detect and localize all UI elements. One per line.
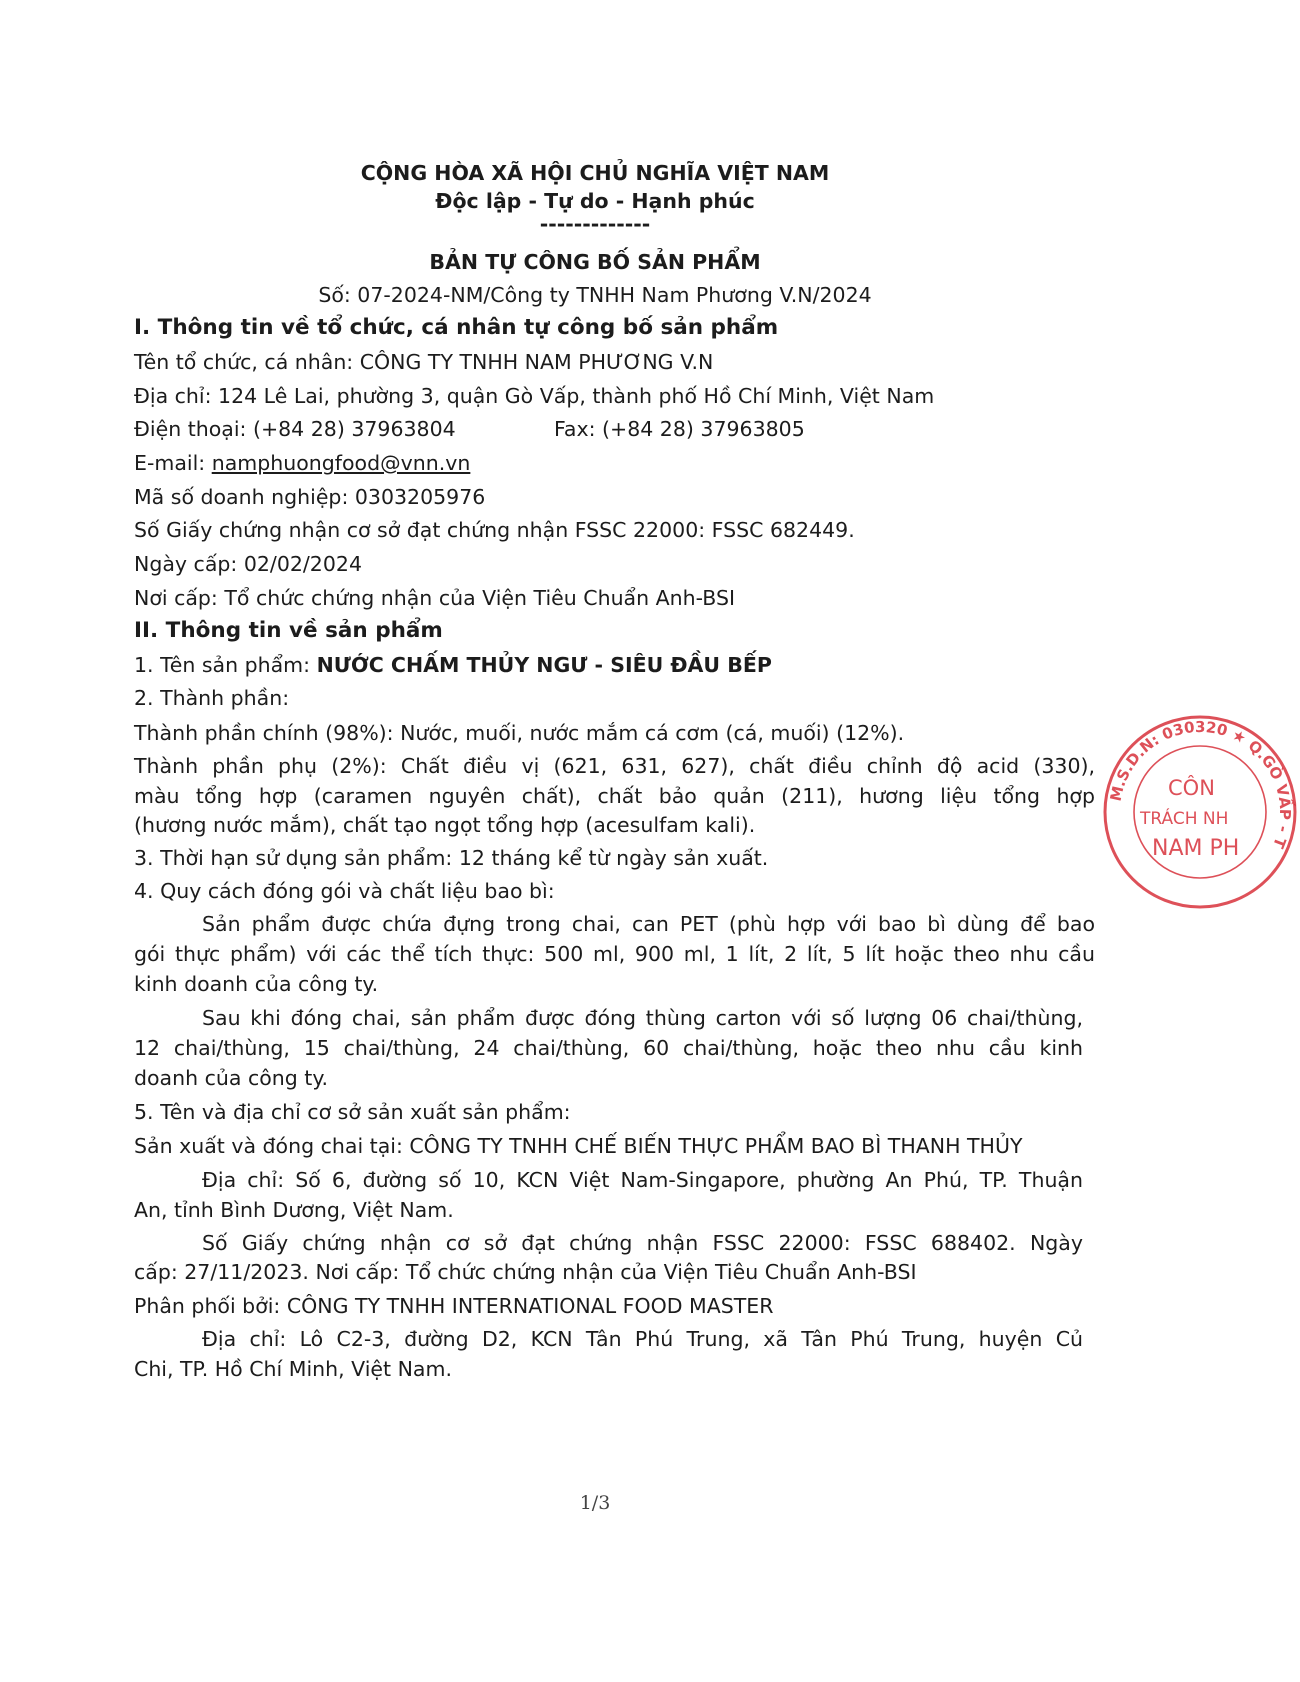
org-address: Địa chỉ: 124 Lê Lai, phường 3, quận Gò Vấp, thành phố Hồ Chí Minh, Việt Nam bbox=[134, 384, 935, 408]
main-ingredients: Thành phần chính (98%): Nước, muối, nước mắm cá cơm (cá, muối) (12%). bbox=[134, 721, 905, 745]
email-link[interactable]: namphuongfood@vnn.vn bbox=[211, 451, 471, 475]
org-certificate: Số Giấy chứng nhận cơ sở đạt chứng nhận FSSC 22000: FSSC 682449. bbox=[134, 518, 855, 542]
packaging-p2-line: doanh của công ty. bbox=[134, 1066, 329, 1090]
distributor-name: Phân phối bởi: CÔNG TY TNHH INTERNATIONAL FOOD MASTER bbox=[134, 1294, 774, 1318]
header-divider: ------------- bbox=[539, 212, 651, 236]
stamp-line-2: TRÁCH NH bbox=[1140, 809, 1229, 829]
packaging-p1-line: gói thực phẩm) với các thể tích thực: 500 ml, 900 ml, 1 lít, 2 lít, 5 lít hoặc theo nhu cầu bbox=[134, 942, 1095, 966]
document-title: BẢN TỰ CÔNG BỐ SẢN PHẨM bbox=[429, 250, 761, 274]
tax-code: Mã số doanh nghiệp: 0303205976 bbox=[134, 485, 486, 509]
sub-ingredients-line: màu tổng hợp (caramen nguyên chất), chất bảo quản (211), hương liệu tổng hợp bbox=[134, 784, 1095, 808]
packaging-p2-line: 12 chai/thùng, 15 chai/thùng, 24 chai/thùng, 60 chai/thùng, hoặc theo nhu cầu kinh bbox=[134, 1036, 1083, 1060]
producer-name: Sản xuất và đóng chai tại: CÔNG TY TNHH CHẾ BIẾN THỰC PHẨM BAO BÌ THANH THỦY bbox=[134, 1134, 1023, 1158]
product-name-row bbox=[134, 653, 772, 677]
packaging-p2-line: Sau khi đóng chai, sản phẩm được đóng thùng carton với số lượng 06 chai/thùng, bbox=[202, 1006, 1083, 1030]
org-name: Tên tổ chức, cá nhân: CÔNG TY TNHH NAM PHƯƠNG V.N bbox=[134, 350, 714, 374]
motto: Độc lập - Tự do - Hạnh phúc bbox=[435, 189, 755, 213]
sub-ingredients-line: Thành phần phụ (2%): Chất điều vị (621, 631, 627), chất điều chỉnh độ acid (330), bbox=[134, 754, 1095, 778]
producer-address-line: An, tỉnh Bình Dương, Việt Nam. bbox=[134, 1198, 454, 1222]
org-email-row bbox=[134, 451, 470, 475]
producer-heading: 5. Tên và địa chỉ cơ sở sản xuất sản phẩm: bbox=[134, 1100, 571, 1124]
packaging-p1-line: Sản phẩm được chứa đựng trong chai, can PET (phù hợp với bao bì dùng để bao bbox=[202, 912, 1095, 936]
company-stamp bbox=[1100, 712, 1300, 912]
stamp-line-1: CÔN bbox=[1168, 776, 1215, 800]
distributor-address-line: Địa chỉ: Lô C2-3, đường D2, KCN Tân Phú Trung, xã Tân Phú Trung, huyện Củ bbox=[202, 1327, 1083, 1351]
email-label: E-mail: bbox=[134, 451, 212, 475]
ingredients-heading: 2. Thành phần: bbox=[134, 686, 290, 710]
shelf-life: 3. Thời hạn sử dụng sản phẩm: 12 tháng kể từ ngày sản xuất. bbox=[134, 846, 769, 870]
document-number: Số: 07-2024-NM/Công ty TNHH Nam Phương V.N/2024 bbox=[318, 283, 872, 307]
section-1-heading: I. Thông tin về tổ chức, cá nhân tự công bố sản phẩm bbox=[134, 315, 779, 340]
stamp-ring-text: M.S.D.N: 030320 ★ Q.GÒ VẤP - T bbox=[1106, 717, 1295, 851]
nation-header: CỘNG HÒA XÃ HỘI CHỦ NGHĨA VIỆT NAM bbox=[360, 161, 830, 185]
packaging-p1-line: kinh doanh của công ty. bbox=[134, 972, 379, 996]
product-label: 1. Tên sản phẩm: bbox=[134, 653, 317, 677]
org-issue-date: Ngày cấp: 02/02/2024 bbox=[134, 552, 362, 576]
packaging-heading: 4. Quy cách đóng gói và chất liệu bao bì: bbox=[134, 879, 555, 903]
page-number: 1/3 bbox=[579, 1492, 611, 1514]
product-name: NƯỚC CHẤM THỦY NGƯ - SIÊU ĐẦU BẾP bbox=[316, 653, 772, 677]
org-fax: Fax: (+84 28) 37963805 bbox=[554, 417, 805, 441]
section-2-heading: II. Thông tin về sản phẩm bbox=[134, 618, 443, 643]
producer-cert-line: Số Giấy chứng nhận cơ sở đạt chứng nhận FSSC 22000: FSSC 688402. Ngày bbox=[202, 1231, 1083, 1255]
org-phone: Điện thoại: (+84 28) 37963804 bbox=[134, 417, 456, 441]
sub-ingredients-line: (hương nước mắm), chất tạo ngọt tổng hợp (acesulfam kali). bbox=[134, 813, 756, 837]
producer-cert-line: cấp: 27/11/2023. Nơi cấp: Tổ chức chứng nhận của Viện Tiêu Chuẩn Anh-BSI bbox=[134, 1260, 917, 1284]
org-issuer: Nơi cấp: Tổ chức chứng nhận của Viện Tiêu Chuẩn Anh-BSI bbox=[134, 586, 736, 610]
producer-address-line: Địa chỉ: Số 6, đường số 10, KCN Việt Nam-Singapore, phường An Phú, TP. Thuận bbox=[202, 1168, 1083, 1192]
distributor-address-line: Chi, TP. Hồ Chí Minh, Việt Nam. bbox=[134, 1357, 452, 1381]
stamp-line-3: NAM PH bbox=[1152, 836, 1240, 861]
